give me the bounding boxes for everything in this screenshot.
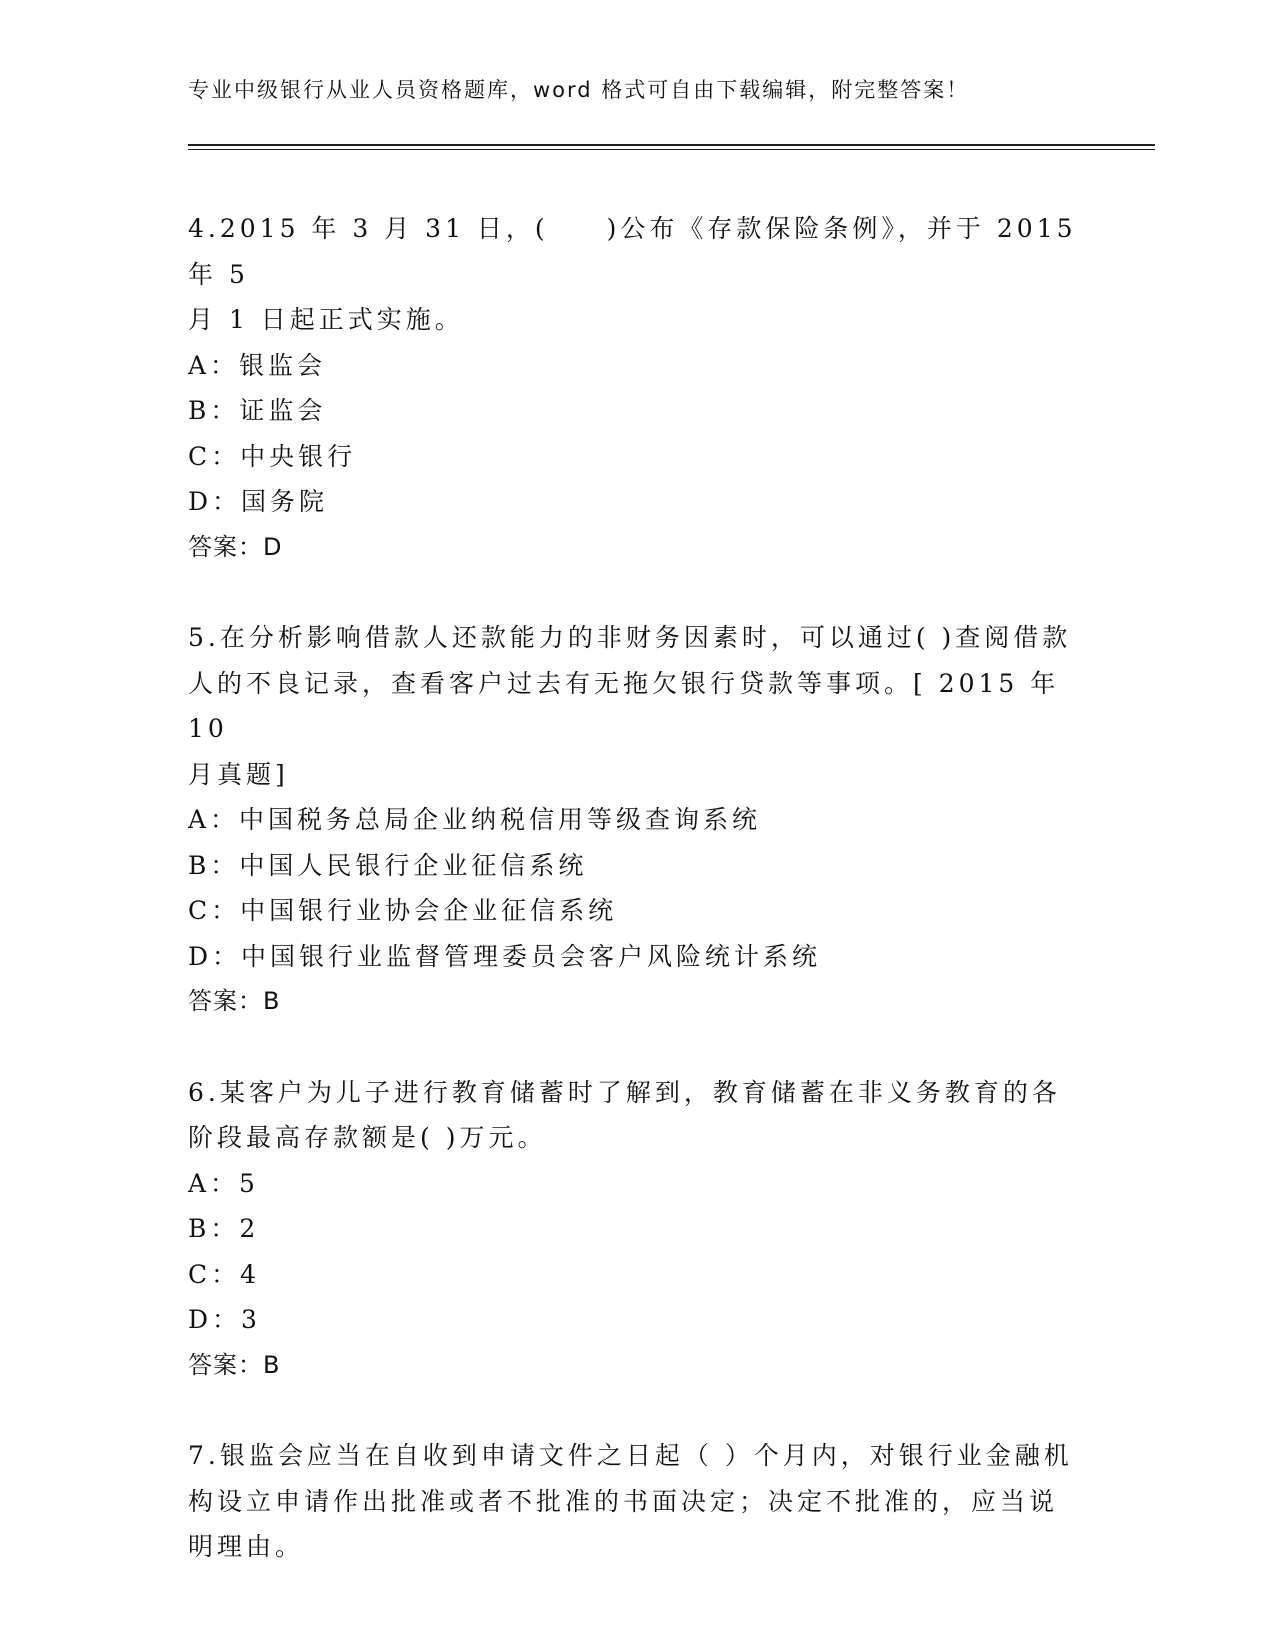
option-b: B：2 [188,1214,260,1243]
option-d: D：3 [188,1305,261,1334]
question-5 [188,615,1088,1025]
option-a: A：银监会 [188,350,327,380]
question-6 [188,1070,1088,1389]
header-divider [188,144,1155,150]
question-text: 6.某客户为儿子进行教育储蓄时了解到，教育储蓄在非义务教育的各 [188,1077,1061,1107]
question-text: 明理由。 [188,1532,305,1561]
question-text: 5.在分析影响借款人还款能力的非财务因素时，可以通过( )查阅借款 [188,623,1072,652]
option-a: A：中国税务总局企业纳税信用等级查询系统 [188,805,762,834]
spacer [188,1025,1088,1070]
question-text: 月 1 日起正式实施。 [188,305,464,334]
question-7 [188,1433,1088,1570]
answer: 答案：D [188,532,283,561]
option-b: B：证监会 [188,396,327,425]
spacer [188,1388,1088,1433]
question-text: 阶段最高存款额是( )万元。 [188,1123,547,1152]
option-b: B：中国人民银行企业征信系统 [188,850,588,880]
question-text: 4.2015 年 3 月 31 日，( )公布《存款保险条例》，并于 2015 年 5 [188,214,1077,289]
option-c: C：中央银行 [188,441,357,471]
option-c: C：中国银行业协会企业征信系统 [188,896,618,925]
question-list [188,206,1088,1570]
answer: 答案：B [188,987,281,1015]
option-d: D：国务院 [188,487,329,516]
question-text: 人的不良记录，查看客户过去有无拖欠银行贷款等事项。[ 2015 年 10 [188,668,1060,743]
option-a: A：5 [188,1168,259,1198]
spacer [188,570,1088,615]
question-text: 月真题] [188,759,289,789]
question-text: 构设立申请作出批准或者不批准的书面决定；决定不批准的，应当说 [188,1486,1059,1516]
question-4 [188,206,1088,570]
option-d: D：中国银行业监督管理委员会客户风险统计系统 [188,941,822,971]
document-header: 专业中级银行从业人员资格题库，word 格式可自由下载编辑，附完整答案！ [188,78,970,102]
option-c: C：4 [188,1259,261,1289]
question-text: 7.银监会应当在自收到申请文件之日起（ ）个月内，对银行业金融机 [188,1441,1073,1470]
answer: 答案：B [188,1350,281,1379]
